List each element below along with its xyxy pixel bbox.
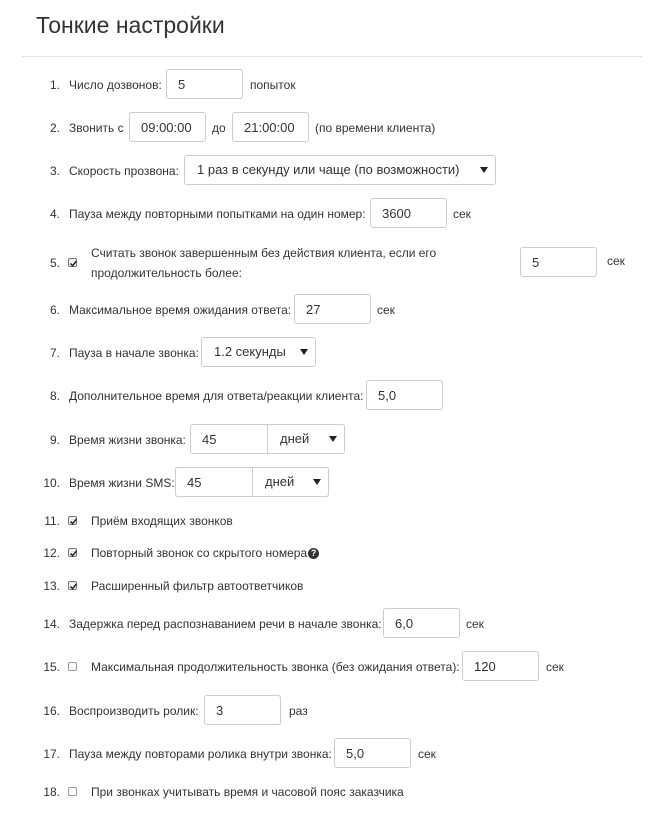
call-to-input[interactable]: 21:00:00 — [232, 112, 309, 142]
row-number: 9. — [49, 433, 60, 447]
max-call-duration-suffix: сек — [546, 660, 564, 674]
answer-timeout-input[interactable]: 27 — [294, 294, 371, 324]
sms-lifetime-group — [175, 467, 330, 497]
check-icon — [69, 259, 78, 268]
customer-timezone-checkbox[interactable] — [68, 787, 77, 796]
answer-timeout-label: Максимальное время ожидания ответа: — [69, 303, 292, 317]
dial-attempts-suffix: попыток — [250, 78, 296, 92]
sms-lifetime-unit-selected: дней — [265, 474, 295, 489]
check-icon — [69, 582, 78, 591]
playback-count-input[interactable]: 3 — [204, 695, 281, 725]
speech-recognition-delay-suffix: сек — [466, 617, 484, 631]
speech-recognition-delay-input[interactable]: 6,0 — [383, 608, 460, 638]
answering-machine-filter-label: Расширенный фильтр автоответчиков — [91, 579, 304, 593]
row-number: 4. — [49, 207, 60, 221]
hidden-number-redial-label: Повторный звонок со скрытого номера — [91, 546, 308, 560]
start-pause-select[interactable] — [201, 337, 316, 367]
chevron-down-icon — [300, 349, 308, 355]
row-number: 2. — [49, 121, 60, 135]
row-number: 18. — [43, 785, 60, 799]
extra-response-time-input[interactable]: 5,0 — [366, 380, 443, 410]
question-circle-icon[interactable]: ? — [308, 548, 319, 559]
max-call-duration-input[interactable]: 120 — [462, 651, 539, 681]
hidden-number-redial-label-wrap — [91, 536, 319, 570]
dial-attempts-input[interactable]: 5 — [166, 69, 243, 99]
incoming-calls-checkbox[interactable] — [68, 516, 77, 525]
row-number: 11. — [44, 514, 60, 528]
page-title: Тонкие настройки — [36, 12, 225, 38]
chevron-down-icon — [480, 167, 488, 173]
call-lifetime-input[interactable]: 45 — [190, 424, 268, 454]
sms-lifetime-label: Время жизни SMS: — [69, 476, 175, 490]
call-window-suffix: (по времени клиента) — [315, 121, 436, 135]
row-number: 15. — [43, 660, 60, 674]
start-pause-label: Пауза в начале звонка: — [69, 346, 199, 360]
row-number: 17. — [43, 747, 60, 761]
row-number: 1. — [49, 78, 60, 92]
chevron-down-icon — [329, 436, 337, 442]
max-call-duration-label: Максимальная продолжительность звонка (без ожидания ответа): — [91, 660, 460, 674]
retry-pause-input[interactable]: 3600 — [370, 198, 447, 228]
auto-complete-label: Считать звонок завершенным без действия клиента, если его продолжительность более: — [91, 246, 437, 280]
dial-speed-select[interactable] — [184, 155, 496, 185]
max-call-duration-checkbox[interactable] — [68, 662, 77, 671]
dial-attempts-label: Число дозвонов: — [69, 78, 162, 92]
row-number: 6. — [49, 303, 60, 317]
title-divider — [22, 56, 642, 57]
answer-timeout-suffix: сек — [377, 303, 395, 317]
answering-machine-filter-checkbox[interactable] — [68, 581, 77, 590]
retry-pause-label: Пауза между повторными попытками на один номер: — [69, 207, 366, 221]
chevron-down-icon — [313, 479, 321, 485]
row-number: 5. — [49, 256, 60, 270]
sms-lifetime-unit-select[interactable] — [253, 467, 329, 497]
call-lifetime-group — [190, 424, 345, 454]
row-number: 8. — [49, 389, 60, 403]
call-lifetime-label: Время жизни звонка: — [69, 433, 186, 447]
call-from-label: Звонить с — [69, 121, 124, 135]
sms-lifetime-input[interactable]: 45 — [175, 467, 253, 497]
row-number: 13. — [43, 579, 60, 593]
call-lifetime-unit-select[interactable] — [268, 424, 345, 454]
row-number: 16. — [43, 704, 60, 718]
retry-pause-suffix: сек — [453, 207, 471, 221]
auto-complete-input[interactable]: 5 — [520, 247, 597, 277]
call-from-input[interactable]: 09:00:00 — [129, 112, 206, 142]
row-number: 10. — [43, 476, 60, 490]
row-number: 3. — [49, 164, 60, 178]
dial-speed-selected: 1 раз в секунду или чаще (по возможности) — [197, 162, 460, 177]
extra-response-time-label: Дополнительное время для ответа/реакции клиента: — [69, 389, 364, 403]
check-icon — [69, 517, 78, 526]
hidden-number-redial-checkbox[interactable] — [68, 548, 77, 557]
playback-repeat-pause-input[interactable]: 5,0 — [334, 738, 411, 768]
customer-timezone-label: При звонках учитывать время и часовой пояс заказчика — [91, 785, 404, 799]
start-pause-selected: 1.2 секунды — [214, 344, 286, 359]
row-number: 14. — [43, 617, 60, 631]
call-to-label: до — [212, 121, 226, 135]
check-icon — [69, 549, 78, 558]
playback-count-label: Воспроизводить ролик: — [69, 704, 199, 718]
call-lifetime-unit-selected: дней — [280, 431, 310, 446]
playback-repeat-pause-label: Пауза между повторами ролика внутри звонка: — [69, 747, 332, 761]
row-number: 7. — [49, 346, 60, 360]
auto-complete-checkbox[interactable] — [68, 258, 77, 267]
row-number: 12. — [43, 546, 60, 560]
playback-repeat-pause-suffix: сек — [418, 747, 436, 761]
playback-count-suffix: раз — [289, 704, 308, 718]
incoming-calls-label: Приём входящих звонков — [91, 514, 233, 528]
speech-recognition-delay-label: Задержка перед распознаванием речи в начале звонка: — [69, 617, 382, 631]
dial-speed-label: Скорость прозвона: — [69, 164, 179, 178]
auto-complete-suffix: сек — [607, 254, 625, 268]
